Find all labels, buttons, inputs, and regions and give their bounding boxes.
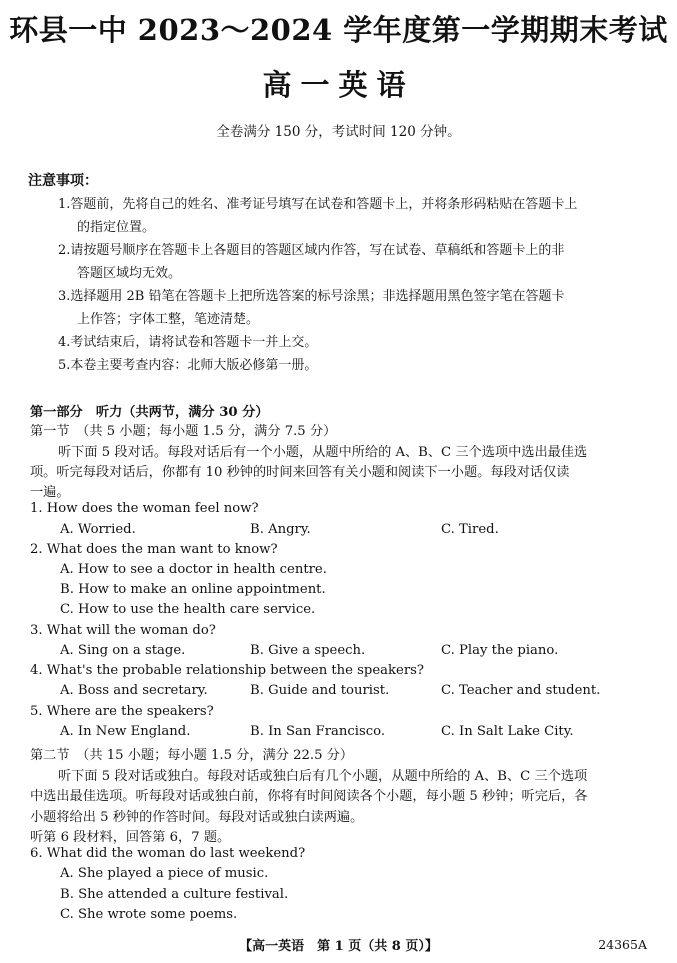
notice-line: 上作答；字体工整，笔迹清楚。 bbox=[77, 312, 260, 327]
section2-heading: 第二节 （共 15 小题；每小题 1.5 分，满分 22.5 分） bbox=[30, 748, 354, 763]
paper-code: 24365A bbox=[598, 937, 647, 952]
option-c: C. She wrote some poems. bbox=[60, 907, 238, 922]
option-c: C. Teacher and student. bbox=[441, 683, 601, 698]
question-text: 6. What did the woman do last weekend? bbox=[30, 846, 306, 861]
section1-instruction: 一遍。 bbox=[30, 485, 70, 500]
section2-instruction: 听下面 5 段对话或独白。每段对话或独白后有几个小题，从题中所给的 A、B、C 三个选项 bbox=[58, 769, 588, 784]
question-text: 1. How does the woman feel now? bbox=[30, 501, 259, 516]
question-text: 2. What does the man want to know? bbox=[30, 542, 278, 557]
option-a: A. How to see a doctor in health centre. bbox=[60, 562, 327, 577]
notice-line: 答题区域均无效。 bbox=[77, 266, 182, 281]
notice-line: 的指定位置。 bbox=[77, 220, 156, 235]
option-a: A. Worried. bbox=[60, 522, 136, 537]
score-line: 全卷满分 150 分，考试时间 120 分钟。 bbox=[216, 124, 461, 140]
part1-heading: 第一部分 听力（共两节，满分 30 分） bbox=[30, 405, 269, 420]
option-b: B. How to make an online appointment. bbox=[60, 582, 326, 597]
option-a: A. Sing on a stage. bbox=[60, 643, 186, 658]
section2-instruction: 中选出最佳选项。听每段对话或独白前，你将有时间阅读各个小题，每小题 5 秒钟；听完后，各 bbox=[30, 789, 588, 804]
question-text: 4. What's the probable relationship between the speakers? bbox=[30, 663, 424, 678]
question-text: 3. What will the woman do? bbox=[30, 623, 216, 638]
option-a: A. Boss and secretary. bbox=[60, 683, 208, 698]
option-a: A. She played a piece of music. bbox=[60, 866, 269, 881]
section2-instruction: 小题将给出 5 秒钟的作答时间。每段对话或独白读两遍。 bbox=[30, 810, 364, 825]
notice-heading: 注意事项： bbox=[28, 173, 98, 189]
notice-line: 5.本卷主要考查内容：北师大版必修第一册。 bbox=[58, 358, 318, 373]
notice-line: 2.请按题号顺序在答题卡上各题目的答题区域内作答，写在试卷、草稿纸和答题卡上的非 bbox=[58, 243, 565, 258]
notice-line: 4.考试结束后，请将试卷和答题卡一并上交。 bbox=[58, 335, 318, 350]
option-b: B. Angry. bbox=[250, 522, 311, 537]
option-b: B. In San Francisco. bbox=[250, 724, 386, 739]
material-note: 听第 6 段材料，回答第 6，7 题。 bbox=[30, 830, 231, 845]
option-b: B. She attended a culture festival. bbox=[60, 887, 289, 902]
exam-title: 环县一中 2023～2024 学年度第一学期期末考试 bbox=[9, 13, 668, 47]
notice-line: 1.答题前，先将自己的姓名、准考证号填写在试卷和答题卡上，并将条形码粘贴在答题卡上 bbox=[58, 197, 578, 212]
notice-line: 3.选择题用 2B 铅笔在答题卡上把所选答案的标号涂黑；非选择题用黑色签字笔在答题卡 bbox=[58, 289, 565, 304]
option-c: C. Tired. bbox=[441, 522, 499, 537]
question-text: 5. Where are the speakers? bbox=[30, 704, 214, 719]
option-b: B. Guide and tourist. bbox=[250, 683, 390, 698]
option-c: C. In Salt Lake City. bbox=[441, 724, 574, 739]
subject-title: 高一英语 bbox=[262, 68, 415, 102]
page-footer-label: 【高一英语 第 1 页（共 8 页）】 bbox=[239, 939, 438, 954]
option-a: A. In New England. bbox=[60, 724, 191, 739]
option-c: C. Play the piano. bbox=[441, 643, 559, 658]
section1-instruction: 听下面 5 段对话。每段对话后有一个小题，从题中所给的 A、B、C 三个选项中选出最佳选 bbox=[58, 445, 588, 460]
section1-heading: 第一节 （共 5 小题；每小题 1.5 分，满分 7.5 分） bbox=[30, 424, 337, 439]
section1-instruction: 项。听完每段对话后，你都有 10 秒钟的时间来回答有关小题和阅读下一小题。每段对话仅读 bbox=[30, 465, 570, 480]
option-b: B. Give a speech. bbox=[250, 643, 366, 658]
option-c: C. How to use the health care service. bbox=[60, 602, 316, 617]
